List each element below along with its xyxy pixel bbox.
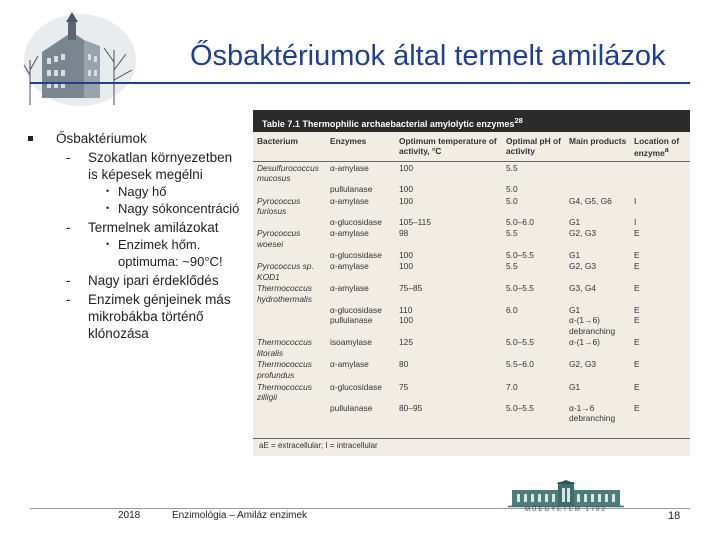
bullet-subsub [28,183,243,200]
cell-bacterium [253,413,326,424]
cell-temp: 100 [399,249,413,260]
cell-bacterium [253,315,326,326]
cell-location: E [634,304,640,315]
dot-bullet-icon: • [106,239,110,249]
cell-bacterium [253,326,326,337]
cell-products: G2, G3 [569,261,596,272]
cell-ph: 7.0 [506,381,518,392]
cell-products: α-(1→6) [569,315,600,326]
table-caption [253,110,690,132]
cell-ph: 5.0–5.5 [506,283,534,294]
cell-temp: 100 [399,315,413,326]
cell-products: α-1→6 [569,402,595,413]
cell-products: G1 [569,381,581,392]
cell-enzyme: α-glucosidase [330,304,382,315]
cell-enzyme [326,326,395,337]
bullet-subsub [28,200,243,217]
cell-ph: 5.5 [506,162,518,173]
cell-ph: 5.0–5.5 [506,249,534,260]
cell-products: debranching [569,413,616,424]
cell-ph: 6.0 [506,304,518,315]
cell-bacterium [253,403,326,414]
table-row [253,336,690,358]
cell-bacterium: Desulfurococcus mucosus [257,162,319,184]
cell-ph: 5.0–5.5 [506,402,534,413]
cell-enzyme: α-amylase [330,162,369,173]
dash-bullet-icon: - [66,150,71,165]
cell-location: E [634,359,640,370]
cell-products: G1 [569,216,581,227]
cell-location [630,326,690,337]
cell-ph: 5.5 [506,261,518,272]
cell-enzyme: α-amylase [330,195,369,206]
cell-temp: 100 [399,183,413,194]
cell-enzyme: α-amylase [330,261,369,272]
university-logo-text: MŰEGYETEM 1782 [525,507,607,513]
cell-bacterium: Pyrococcus furiosus [257,195,301,217]
dash-bullet-icon: - [66,292,71,307]
cell-ph: 5.0–5.5 [506,337,534,348]
bullet-sub-text: Szokatlan környezetben is képesek megélni [88,150,233,182]
cell-bacterium: Pyrococcus woesei [257,228,301,249]
cell-temp: 80 [399,359,409,370]
cell-ph: 5.5–6.0 [506,359,534,370]
header-bacterium: Bacterium [253,132,326,161]
cell-products: α-(1→6) [569,337,600,348]
cell-temp [395,326,502,337]
header-products: Main products [565,132,630,161]
page-number: 18 [668,510,681,522]
cell-products: debranching [569,325,616,336]
square-bullet-icon [28,136,33,141]
cell-bacterium: Thermococcus profundus [257,359,312,381]
bullet-sub [28,149,243,183]
cell-products: G4, G5, G6 [569,195,612,206]
cell-products: G1 [569,249,581,260]
table-row [253,381,690,403]
cell-temp: 75–85 [399,283,423,294]
cell-temp [395,413,502,424]
header-location-text: Location of enzyme [634,136,680,158]
cell-temp: 125 [399,337,413,348]
cell-temp: 75 [399,381,409,392]
cell-enzyme: α-glucosidase [330,249,382,260]
cell-enzyme: pullulanase [330,315,373,326]
cell-bacterium [253,305,326,316]
title-divider [30,82,690,84]
header-temp: Optimum temperature of activity, °C [395,132,502,161]
cell-ph: 5.0 [506,195,518,206]
table-row [253,403,690,414]
header-enzymes: Enzymes [326,132,395,161]
cell-location: E [634,315,640,326]
cell-temp: 100 [399,162,413,173]
table-row [253,227,690,249]
cell-products: G3, G4 [569,283,596,294]
cell-location: I [634,216,637,227]
cell-temp: 100 [399,195,413,206]
cell-products: G2, G3 [569,228,596,239]
bullet-sub-text: Termelnek amilázokat [88,220,219,235]
bullet-sub-text: Nagy ipari érdeklődés [88,273,219,288]
cell-temp: 110 [399,304,413,315]
cell-ph: 5.5 [506,228,518,239]
bullet-subsub-text: Nagy sókoncentráció [118,201,240,216]
table-footnote: aE = extracellular; I = intracellular [253,438,690,453]
cell-ph [502,413,565,424]
cell-enzyme [326,413,395,424]
cell-bacterium [253,184,326,195]
cell-ph [502,315,565,326]
enzyme-data-table [253,132,690,424]
cell-products: G1 [569,304,581,315]
cell-bacterium: Thermococcus zilligii [257,381,312,403]
bullet-sub [28,219,243,236]
cell-bacterium [253,217,326,228]
cell-products: G2, G3 [569,359,596,370]
cell-bacterium [253,250,326,261]
cell-location: E [634,283,640,294]
cell-location [630,184,690,195]
table-row [253,250,690,261]
bullet-subsub [28,236,243,270]
table-row [253,184,690,195]
dot-bullet-icon: • [106,203,110,213]
header-location-sup: a [664,147,669,154]
table-row [253,358,690,380]
bullet-main [28,130,243,147]
cell-enzyme: α-glucosidase [330,216,382,227]
cell-enzyme: α-amylase [330,359,369,370]
cell-location [630,161,690,184]
cell-ph [502,326,565,337]
cell-bacterium: Thermococcus litoralis [257,337,312,358]
table-row [253,413,690,424]
slide-title: Ősbaktériumok által termelt amilázok [190,40,666,72]
header-location [630,132,690,161]
header-ph: Optimal pH of activity [502,132,565,161]
table-row [253,161,690,184]
bullet-list [28,130,243,342]
cell-products [565,184,630,195]
cell-location: E [634,381,640,392]
enzyme-table [253,110,690,456]
cell-bacterium: Thermococcus hydrothermalis [257,283,312,304]
dash-bullet-icon: - [66,220,71,235]
cell-temp: 100 [399,261,413,272]
cell-ph: 5.0 [506,183,518,194]
table-body [253,161,690,424]
cell-location: E [634,261,640,272]
cell-temp: 80–95 [399,402,423,413]
bullet-subsub-text: Nagy hő [118,184,167,199]
bullet-sub-text: Enzimek génjeinek más mikrobákba történő klónozása [88,292,231,341]
table-caption-text: Table 7.1 Thermophilic archaebacterial amylolytic enzymes [262,119,515,129]
cell-products [565,161,630,184]
cell-location: E [634,402,640,413]
cell-location [630,413,690,424]
table-caption-sup: 28 [514,116,523,125]
table-row [253,195,690,217]
cell-location: E [634,337,640,348]
bullet-sub [28,272,243,289]
cell-enzyme: pullulanase [330,402,373,413]
university-building-illustration [22,10,142,110]
cell-temp: 98 [399,228,409,239]
bullet-sub [28,291,243,342]
cell-enzyme: α-amylase [330,228,369,239]
cell-enzyme: isoamylase [330,337,372,348]
cell-bacterium: Pyrococcus sp. KOD1 [257,261,314,282]
table-row [253,305,690,316]
footer-year: 2018 [118,510,141,521]
table-header-row [253,132,690,161]
bullet-main-text: Ősbaktériumok [56,131,147,146]
dot-bullet-icon: • [106,186,110,196]
cell-enzyme: pullulanase [330,183,373,194]
table-row [253,326,690,337]
cell-temp: 105–115 [399,216,431,227]
bullet-subsub-text: Enzimek hőm. optimuma: ~90°C! [118,237,223,269]
cell-ph: 5.0–6.0 [506,216,534,227]
table-row [253,282,690,304]
cell-location: E [634,249,640,260]
cell-enzyme: α-glucosidase [330,381,382,392]
table-row [253,217,690,228]
footer-text: Enzimológia – Amiláz enzimek [172,510,308,521]
cell-location: E [634,228,640,239]
dash-bullet-icon: - [66,273,71,288]
table-row [253,315,690,326]
table-row [253,260,690,282]
cell-enzyme: α-amylase [330,283,369,294]
cell-location: I [634,195,637,206]
